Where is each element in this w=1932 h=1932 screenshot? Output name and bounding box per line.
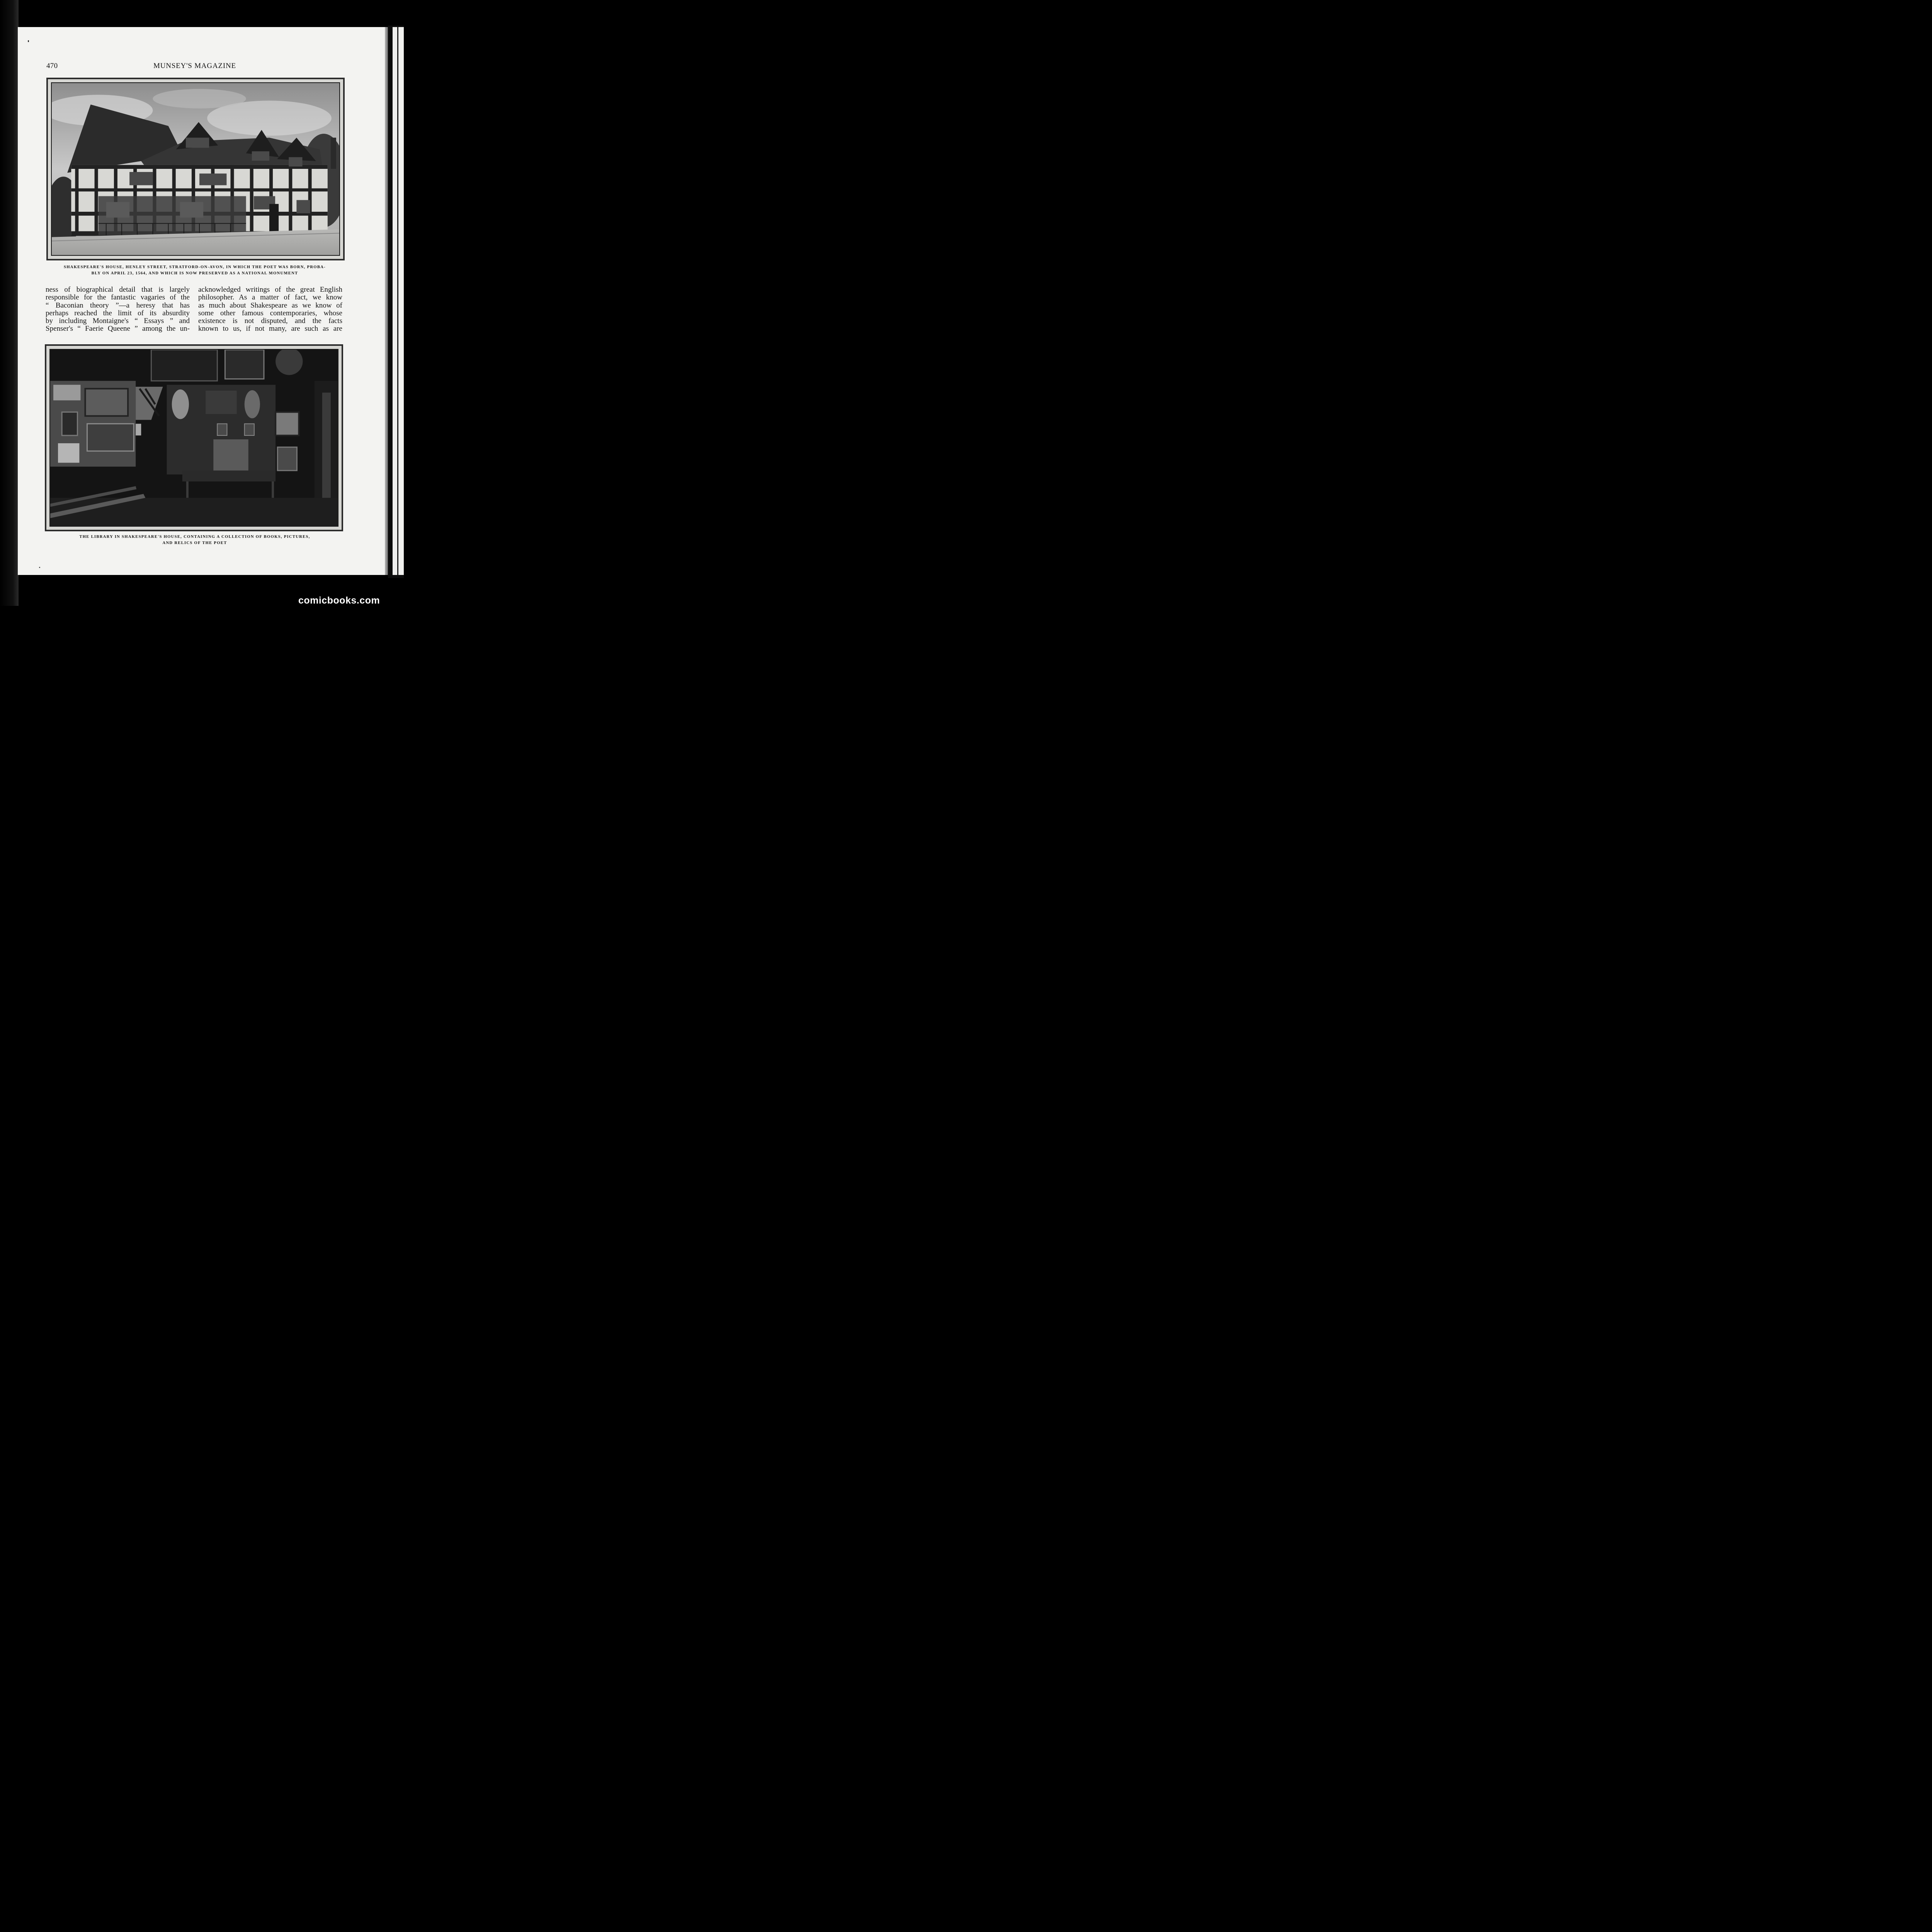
text-line: some other famous contemporaries, whose bbox=[198, 309, 342, 317]
caption-line: BLY ON APRIL 23, 1564, AND WHICH IS NOW PRESERVED AS A NATIONAL MONUMENT bbox=[91, 271, 298, 276]
library-photo-caption bbox=[37, 534, 352, 546]
caption-line: THE LIBRARY IN SHAKESPEARE'S HOUSE, CONTAINING A COLLECTION OF BOOKS, PICTURES, bbox=[79, 535, 310, 539]
text-line: known to us, if not many, are such as are bbox=[198, 325, 342, 333]
caption-line: SHAKESPEARE'S HOUSE, HENLEY STREET, STRATFORD-ON-AVON, IN WHICH THE POET WAS BORN, PROBA- bbox=[64, 265, 326, 269]
library-photo-frame bbox=[45, 344, 343, 531]
left-text-column bbox=[46, 286, 190, 333]
house-photo-frame bbox=[46, 78, 345, 260]
scan-edge-left bbox=[0, 0, 19, 606]
text-line: as much about Shakespeare as we know of bbox=[198, 301, 342, 310]
text-line: acknowledged writings of the great English bbox=[198, 286, 342, 294]
text-line: perhaps reached the limit of its absurdity bbox=[46, 309, 190, 317]
text-line: Spenser's “ Faerie Queene ” among the un- bbox=[46, 325, 190, 333]
house-photo-illustration bbox=[52, 83, 339, 255]
text-line: responsible for the fantastic vagaries of the bbox=[46, 293, 190, 302]
house-photo-caption bbox=[37, 264, 352, 277]
page-gutter bbox=[385, 27, 388, 575]
facing-page-rule bbox=[397, 27, 398, 575]
text-line: ness of biographical detail that is largely bbox=[46, 286, 190, 294]
caption-line: AND RELICS OF THE POET bbox=[162, 541, 227, 545]
ink-speck bbox=[28, 40, 29, 42]
library-photo-illustration bbox=[50, 350, 338, 526]
running-head: MUNSEY'S MAGAZINE bbox=[153, 62, 236, 70]
text-line: philosopher. As a matter of fact, we know bbox=[198, 293, 342, 302]
text-line: “ Baconian theory ”—a heresy that has bbox=[46, 301, 190, 310]
library-photo bbox=[49, 349, 338, 527]
text-line: by including Montaigne's “ Essays ” and bbox=[46, 317, 190, 325]
text-line: existence is not disputed, and the facts bbox=[198, 317, 342, 325]
house-photo bbox=[51, 82, 340, 256]
right-text-column bbox=[198, 286, 342, 333]
ink-speck bbox=[39, 567, 40, 568]
watermark: comicbooks.com bbox=[298, 595, 380, 606]
page-number: 470 bbox=[46, 62, 58, 70]
